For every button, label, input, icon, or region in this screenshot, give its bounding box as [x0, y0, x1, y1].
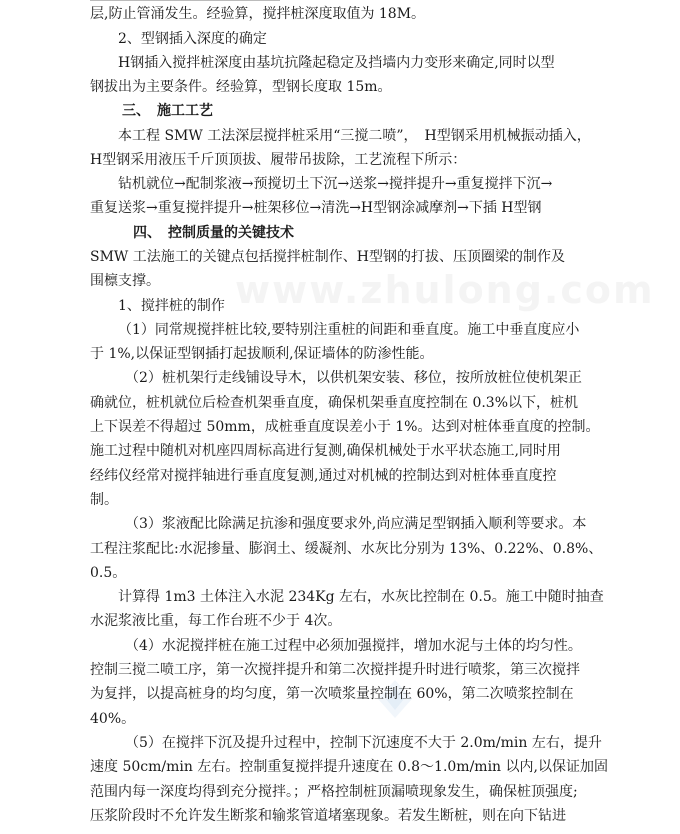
text-line-4: 钢拔出为主要条件。经验算，型钢长度取 15m。: [90, 79, 392, 95]
text-line-11: SMW 工法施工的关键点包括搅拌桩制作、H型钢的打拔、压顶圈梁的制作及: [90, 249, 565, 265]
process-flow-line-2: 重复送浆→重复搅拌提升→桩架移位→清洗→H型钢涂减摩剂→下插 H型钢: [90, 200, 542, 216]
text-line-7: H型钢采用液压千斤顶顶拔、履带吊拔除，工艺流程下所示：: [90, 152, 467, 168]
text-line-1: 层,防止管涌发生。经验算，搅拌桩深度取值为 18M。: [90, 6, 426, 22]
text-line-23: 工程注浆配比:水泥掺量、膨润土、缓凝剂、水灰比分别为 13%、0.22%、0.8%、: [90, 541, 603, 557]
text-line-29: 为复拌，以提高桩身的均匀度，第一次喷浆量控制在 60%，第二次喷浆控制在: [90, 686, 574, 702]
text-line-26: 水泥浆液比重，每工作台班不少于 4次。: [90, 613, 342, 629]
text-line-6: 本工程 SMW 工法深层搅拌桩采用“三搅二喷”， H型钢采用机械振动插入，: [118, 128, 591, 144]
section-heading-3: 三、 施工工艺: [122, 103, 213, 119]
text-line-25: 计算得 1m3 土体注入水泥 234Kg 左右，水灰比控制在 0.5。施工中随时抽查: [118, 589, 604, 605]
text-line-31: （5）在搅拌下沉及提升过程中，控制下沉速度不大于 2.0m/min 左右，提升: [125, 735, 602, 751]
text-line-17: 确就位，桩机就位后检查机架垂直度，确保机架垂直度控制在 0.3%以下，桩机: [90, 395, 579, 411]
text-line-2: 2、型钢插入深度的确定: [118, 31, 267, 47]
text-line-22: （3）浆液配比除满足抗渗和强度要求外,尚应满足型钢插入顺利等要求。本: [125, 516, 587, 532]
text-line-3: H钢插入搅拌桩深度由基坑抗隆起稳定及挡墙内力变形来确定,同时以型: [118, 55, 555, 71]
text-line-16: （2）桩机架行走线铺设导木，以供机架安装、移位，按所放桩位使机架正: [125, 370, 582, 386]
text-line-18: 上下误差不得超过 50mm，成桩垂直度误差小于 1%。达到对桩体垂直度的控制。: [90, 419, 600, 435]
top-rule: [90, 0, 280, 1]
text-line-15: 于 1%,以保证型钢插打起拔顺利,保证墙体的防渗性能。: [90, 346, 434, 362]
text-line-24: 0.5。: [90, 565, 127, 581]
text-line-30: 40%。: [90, 711, 136, 727]
text-line-19: 施工过程中随机对机座四周标高进行复测,确保机械处于水平状态施工,同时用: [90, 443, 561, 459]
text-line-34: 压浆阶段时不允许发生断浆和输浆管道堵塞现象。若发生断桩，则在向下钻进: [90, 808, 566, 824]
text-line-32: 速度 50cm/min 左右。控制重复搅拌提升速度在 0.8～1.0m/min 以内,以保证加固: [90, 759, 608, 775]
text-line-21: 制。: [90, 492, 118, 508]
text-line-20: 经纬仪经常对搅拌轴进行垂直度复测,通过对机械的控制达到对桩体垂直度控: [90, 468, 557, 484]
watermark-text: www.zhulong.com: [235, 268, 655, 312]
text-line-27: （4）水泥搅拌桩在施工过程中必须加强搅拌，增加水泥与土体的均匀性。: [125, 638, 582, 654]
text-line-14: （1）同常规搅拌桩比较,要特别注重桩的间距和垂直度。施工中垂直度应小: [118, 322, 580, 338]
process-flow-line-1: 钻机就位→配制浆液→预搅切土下沉→送浆→搅拌提升→重复搅拌下沉→: [118, 176, 553, 192]
text-line-28: 控制三搅二喷工序，第一次搅拌提升和第二次搅拌提升时进行喷浆，第三次搅拌: [90, 662, 580, 678]
text-line-12: 围檩支撑。: [90, 273, 160, 289]
section-heading-4: 四、 控制质量的关键技术: [133, 225, 294, 241]
text-line-33: 范围内每一深度均得到充分搅拌。；严格控制桩顶漏喷现象发生，确保桩顶强度;: [90, 784, 578, 800]
subheading-pile-making: 1、搅拌桩的制作: [118, 298, 225, 314]
